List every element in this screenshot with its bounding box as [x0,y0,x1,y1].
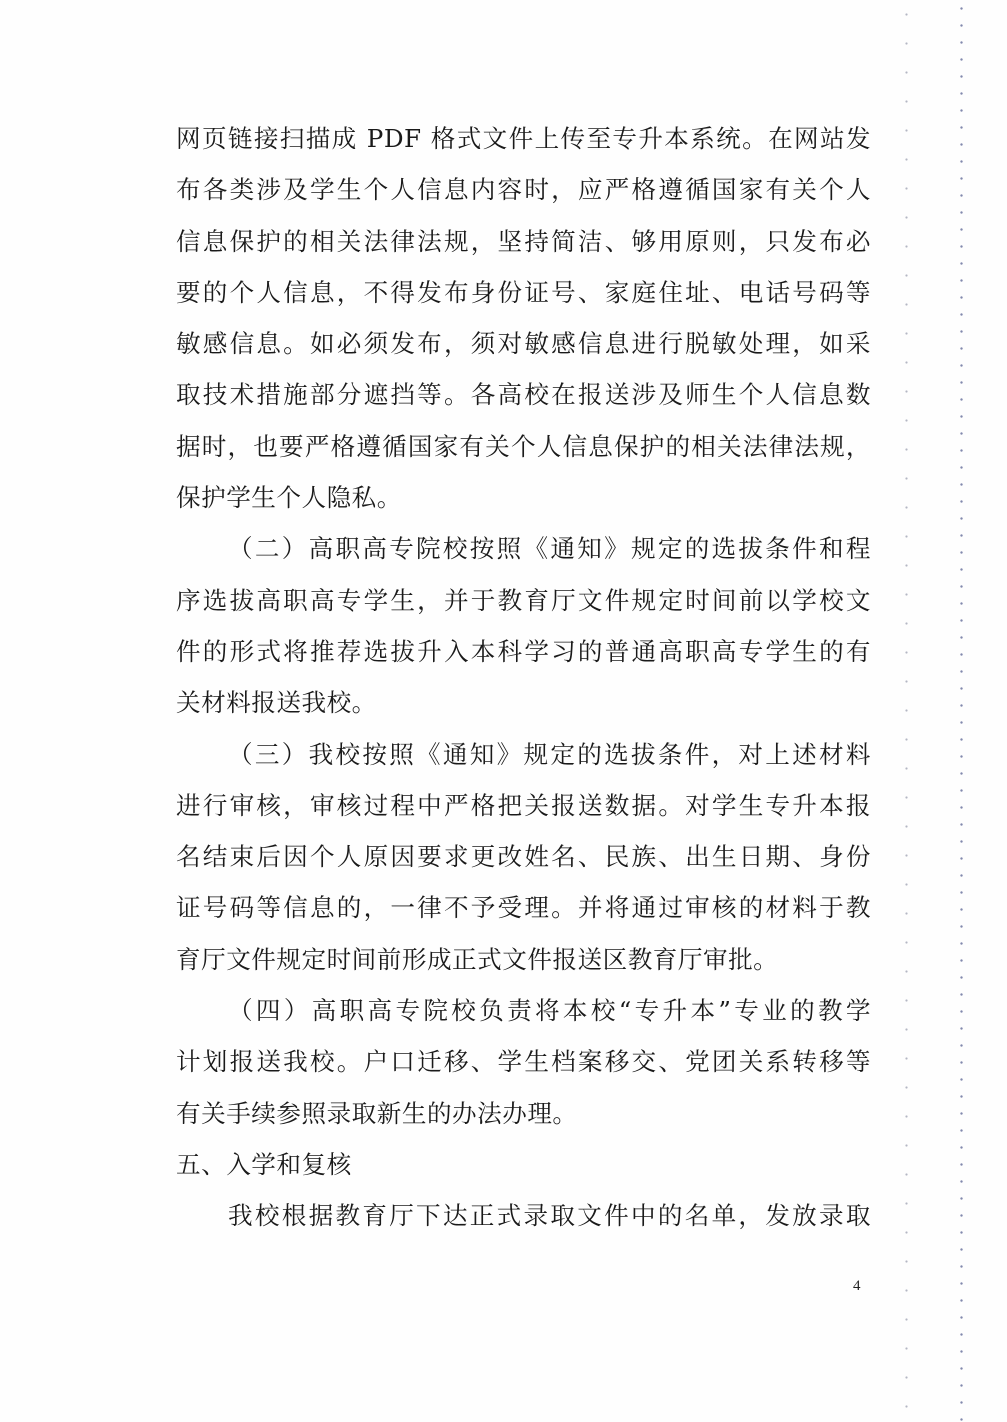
text-line: 取技术措施部分遮挡等。各高校在报送涉及师生个人信息数 [176,380,871,410]
paragraph-privacy-continuation [176,113,871,523]
text-line: 敏感信息。如必须发布，须对敏感信息进行脱敏处理，如采 [176,329,871,359]
text-line: 信息保护的相关法律法规，坚持简洁、够用原则，只发布必 [176,226,871,256]
text-line: 据时，也要严格遵循国家有关个人信息保护的相关法律法规， [176,431,871,461]
document-body [176,113,871,1242]
text-line: 证号码等信息的，一律不予受理。并将通过审核的材料于教 [176,893,871,923]
section-heading-enrollment [176,1139,871,1190]
scan-artifact-edge-secondary [905,0,908,1422]
text-line: 名结束后因个人原因要求更改姓名、民族、出生日期、身份 [176,842,871,872]
section-heading: 五、入学和复核 [176,1149,352,1179]
text-line: （四）高职高专院校负责将本校“专升本”专业的教学 [228,996,871,1026]
text-line: 网页链接扫描成 PDF 格式文件上传至专升本系统。在网站发 [176,124,871,153]
scan-artifact-edge [960,0,963,1422]
text-line: 布各类涉及学生个人信息内容时，应严格遵循国家有关个人 [176,175,871,205]
text-line: 我校根据教育厅下达正式录取文件中的名单，发放录取 [228,1201,871,1231]
text-line: 育厅文件规定时间前形成正式文件报送区教育厅审批。 [176,944,779,974]
text-line: 要的个人信息，不得发布身份证号、家庭住址、电话号码等 [176,277,871,307]
paragraph-item-2 [176,523,871,728]
paragraph-enrollment [176,1190,871,1241]
text-line: 有关手续参照录取新生的办法办理。 [176,1098,578,1128]
paragraph-item-3 [176,729,871,985]
text-line: （二）高职高专院校按照《通知》规定的选拔条件和程 [228,534,871,564]
page-number: 4 [853,1278,861,1294]
text-line: （三）我校按照《通知》规定的选拔条件，对上述材料 [228,739,871,769]
paragraph-item-4 [176,985,871,1139]
text-line: 进行审核，审核过程中严格把关报送数据。对学生专升本报 [176,790,871,820]
text-line: 关材料报送我校。 [176,688,377,718]
text-line: 件的形式将推荐选拔升入本科学习的普通高职高专学生的有 [176,636,871,666]
text-line: 序选拔高职高专学生，并于教育厅文件规定时间前以学校文 [176,585,871,615]
text-line: 保护学生个人隐私。 [176,483,402,513]
text-line: 计划报送我校。户口迁移、学生档案移交、党团关系转移等 [176,1047,871,1077]
